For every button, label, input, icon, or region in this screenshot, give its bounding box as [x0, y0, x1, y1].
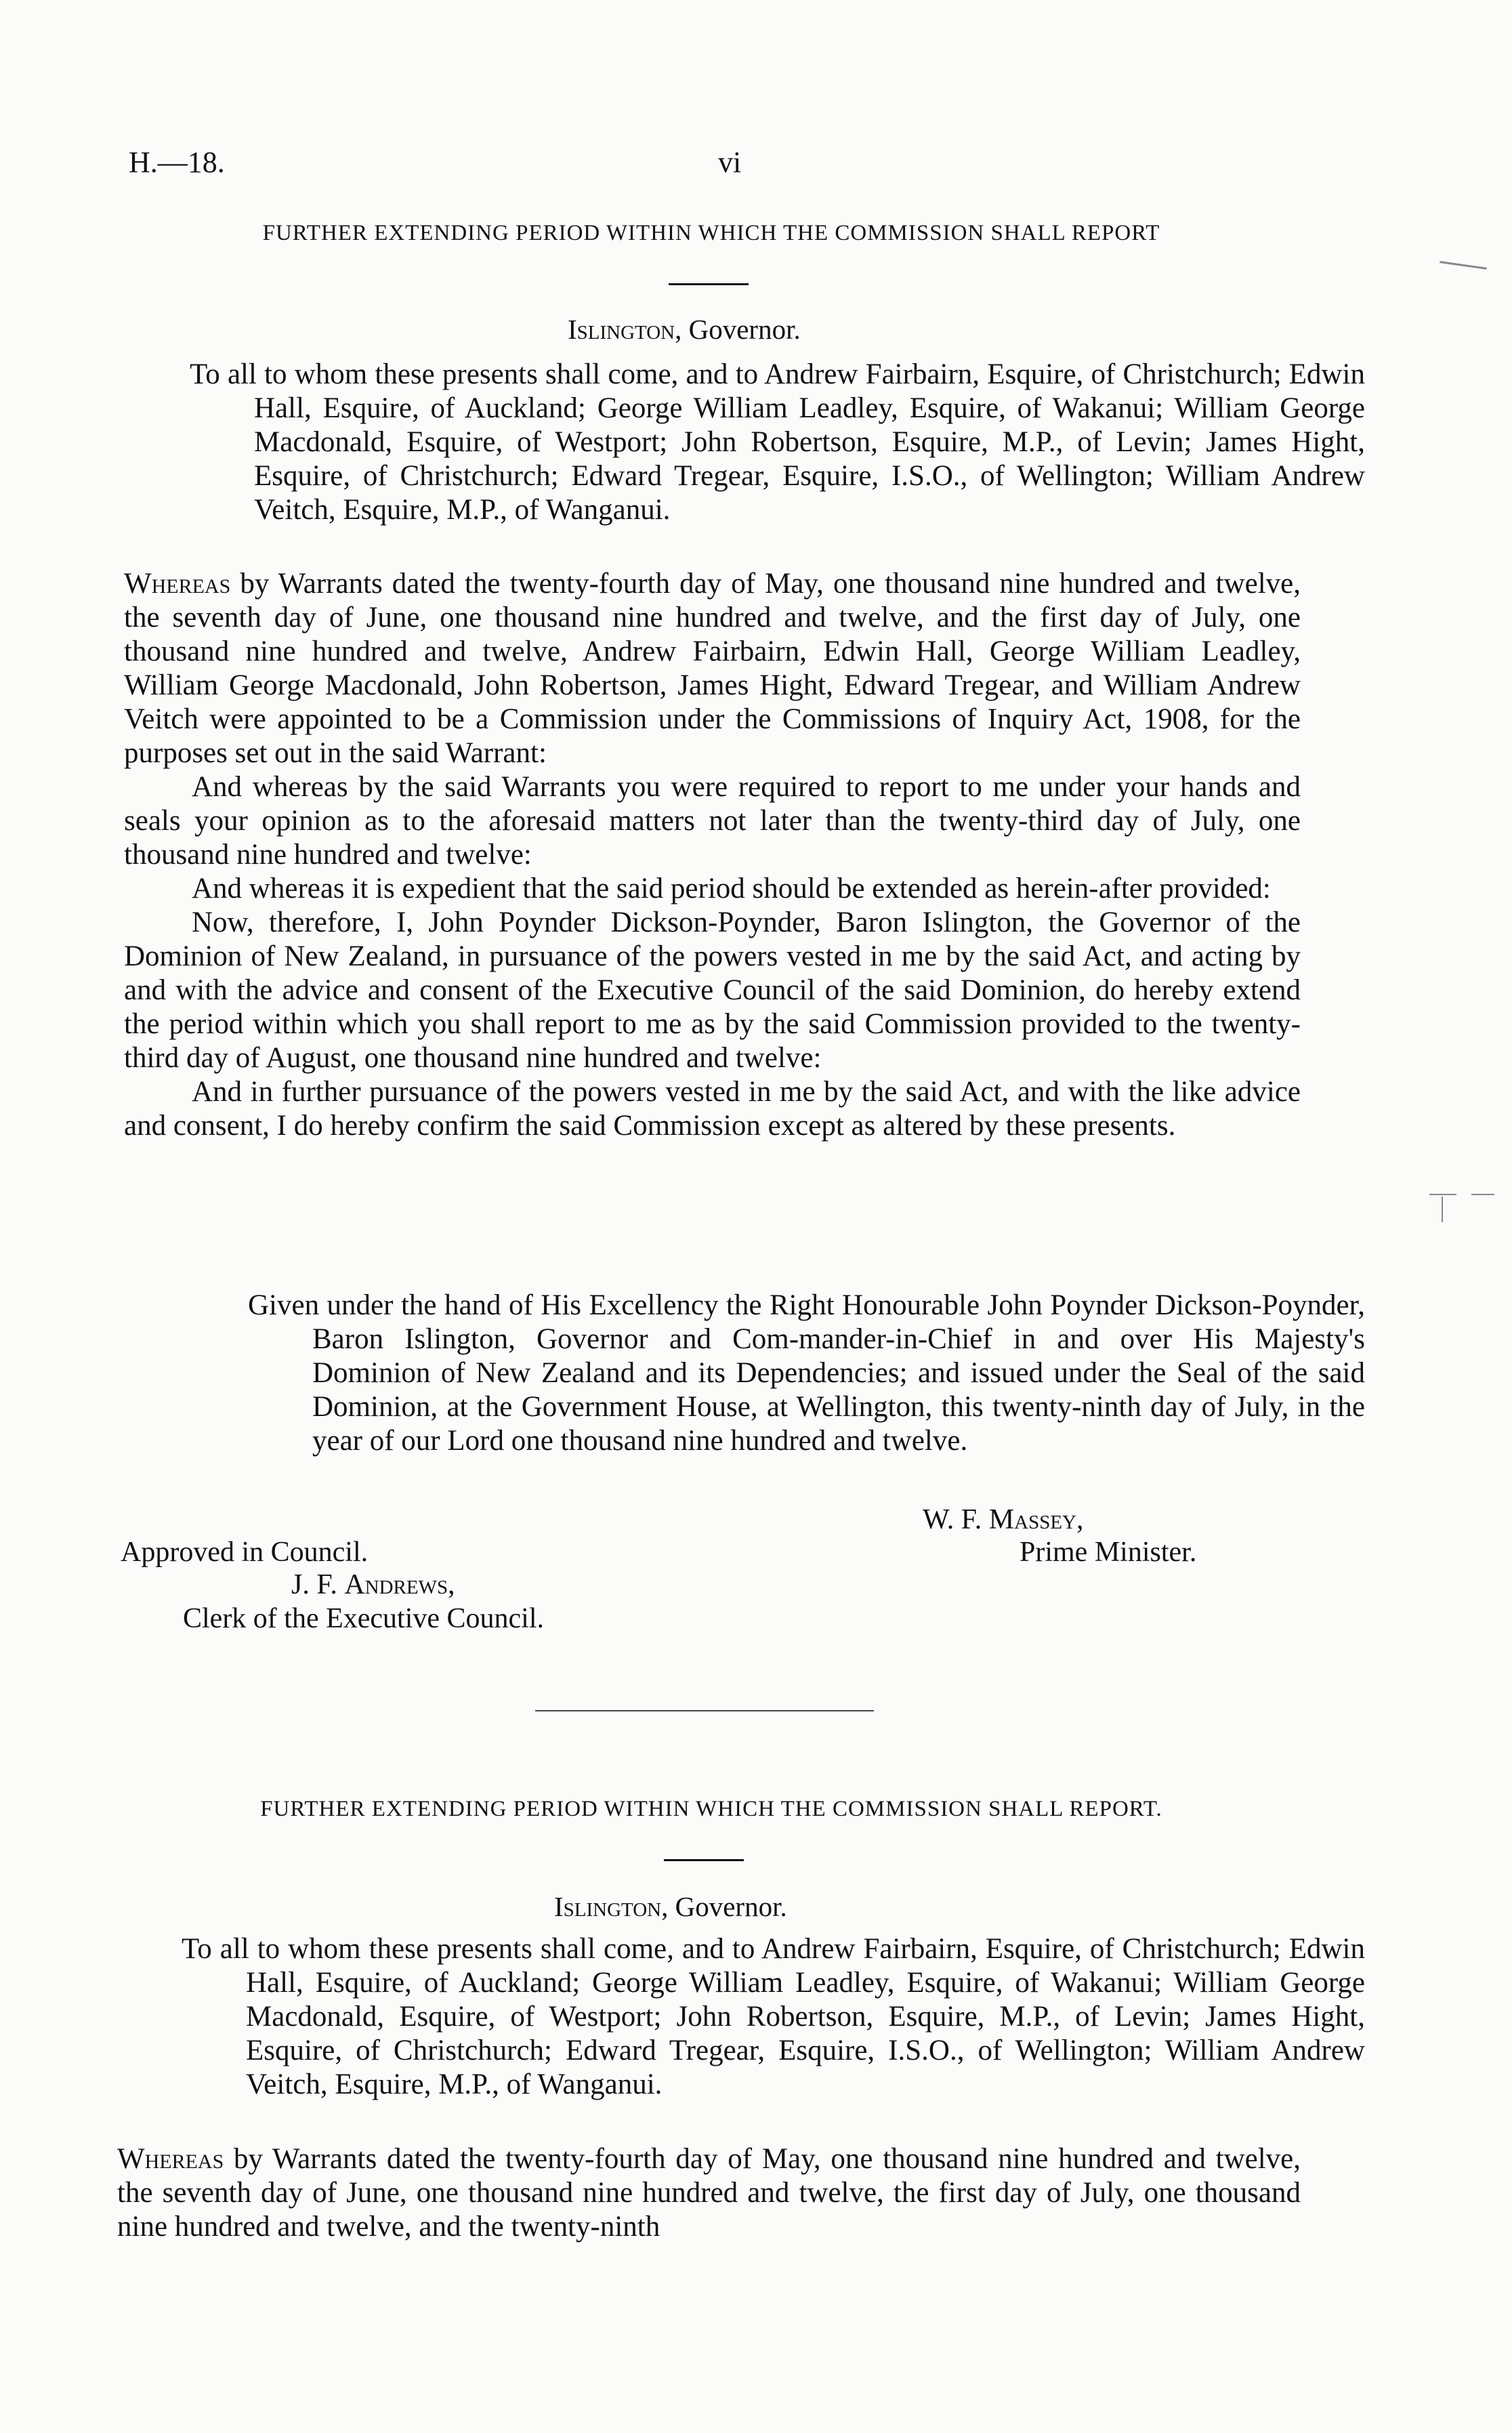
clerk-name — [291, 1568, 455, 1602]
margin-mark — [1442, 1197, 1443, 1222]
title-rule — [669, 283, 749, 285]
clerk-surname: Andrews — [344, 1569, 448, 1600]
pm-punct: , — [1076, 1504, 1084, 1535]
document-reference: H.—18. — [129, 146, 225, 179]
pm-initials: W. F. — [923, 1504, 989, 1535]
now-therefore-paragraph: Now, therefore, I, John Poynder Dickson-Poynder, Baron Islington, the Governor of the Dominion of New Zealand, in pursuance of the powers vested in me by the said Act, and acting by and with the advice and consent of the Executive Council of the said Dominion, do hereby extend the period within which you shall report to me as by the said Commission provided to the twenty-third day of August, one thousand nine hundred and twelve: — [124, 907, 1301, 1074]
governor-title: , Governor. — [661, 1891, 787, 1922]
whereas-word: Whereas — [117, 2143, 224, 2175]
prime-minister-name — [923, 1503, 1083, 1537]
whereas-text: by Warrants dated the twenty-fourth day of May, one thousand nine hundred and twelve, the seventh day of June, one thousand nine hundred and twelve, the first day of July, one thousand nine hundred and twelve, and the twenty-ninth — [117, 2143, 1301, 2243]
approved-in-council: Approved in Council. — [121, 1537, 369, 1568]
pm-surname: Massey — [988, 1504, 1076, 1535]
confirm-paragraph: And in further pursuance of the powers vested in me by the said Act, and with the like advice and consent, I do hereby confirm the said Commission except as altered by these presents. — [124, 1076, 1301, 1142]
clerk-title: Clerk of the Executive Council. — [183, 1603, 545, 1634]
section-divider — [535, 1710, 874, 1711]
margin-mark — [1429, 1194, 1456, 1195]
governor-name: Islington — [554, 1891, 662, 1922]
clerk-punct: , — [448, 1569, 455, 1600]
title-rule — [664, 1859, 744, 1861]
page-number: vi — [718, 146, 742, 179]
whereas-word: Whereas — [124, 568, 231, 600]
first-governor-line — [568, 313, 801, 346]
whereas-paragraph — [117, 2142, 1301, 2244]
first-address: To all to whom these presents shall come, and to Andrew Fairbairn, Esquire, of Christchurch; Edwin Hall, Esquire, of Auckland; George William Leadley, Esquire, of Wakanui; William George Macdonald, Esquire, of Westport; John Robertson, Esquire, M.P., of Levin; James Hight, Esquire, of Christchurch; Edward Tregear, Esquire, I.S.O., of Wellington; William Andrew Veitch, Esquire, M.P., of Wanganui. — [190, 358, 1365, 526]
second-address: To all to whom these presents shall come, and to Andrew Fairbairn, Esquire, of Christchurch; Edwin Hall, Esquire, of Auckland; George William Leadley, Esquire, of Wakanui; William George Macdonald, Esquire, of Westport; John Robertson, Esquire, M.P., of Levin; James Hight, Esquire, of Christchurch; Edward Tregear, Esquire, I.S.O., of Wellington; William Andrew Veitch, Esquire, M.P., of Wanganui. — [182, 1933, 1365, 2100]
second-notice-title: FURTHER EXTENDING PERIOD WITHIN WHICH THE COMMISSION SHALL REPORT. — [260, 1797, 1162, 1821]
second-governor-line — [554, 1890, 787, 1923]
first-notice-title: FURTHER EXTENDING PERIOD WITHIN WHICH THE COMMISSION SHALL REPORT — [262, 221, 1160, 245]
whereas-paragraph — [124, 567, 1301, 770]
given-under-hand: Given under the hand of His Excellency the Right Honourable John Poynder Dickson-Poynder, Baron Islington, Governor and Com-mander-in-Chief in and over His Majesty's Dominion of New Zealand and its Dependencies; and issued under the Seal of the said Dominion, at the Government House, at Wellington, this twenty-ninth day of July, in the year of our Lord one thousand nine hundred and twelve. — [248, 1289, 1365, 1457]
reporting-paragraph: And whereas by the said Warrants you were required to report to me under your hands and seals your opinion as to the aforesaid matters not later than the twenty-third day of July, one thousand nine hundred and twelve: — [124, 771, 1301, 871]
governor-name: Islington — [568, 314, 675, 345]
first-body — [124, 567, 1301, 1143]
governor-title: , Governor. — [675, 314, 801, 345]
expedient-paragraph: And whereas it is expedient that the said period should be extended as herein-after provided: — [192, 873, 1271, 904]
clerk-initials: J. F. — [291, 1569, 345, 1600]
whereas-text: by Warrants dated the twenty-fourth day of May, one thousand nine hundred and twelve, the seventh day of June, one thousand nine hundred and twelve, and the first day of July, one thousand nine hundred and twelve, Andrew Fairbairn, Edwin Hall, George William Leadley, William George Macdonald, John Robertson, James Hight, Edward Tregear, and William Andrew Veitch were appointed to be a Commission under the Commissions of Inquiry Act, 1908, for the purposes set out in the said Warrant: — [124, 568, 1301, 769]
prime-minister-title: Prime Minister. — [1020, 1537, 1197, 1568]
margin-mark — [1440, 261, 1487, 270]
margin-mark — [1471, 1194, 1494, 1195]
second-body — [117, 2142, 1301, 2244]
